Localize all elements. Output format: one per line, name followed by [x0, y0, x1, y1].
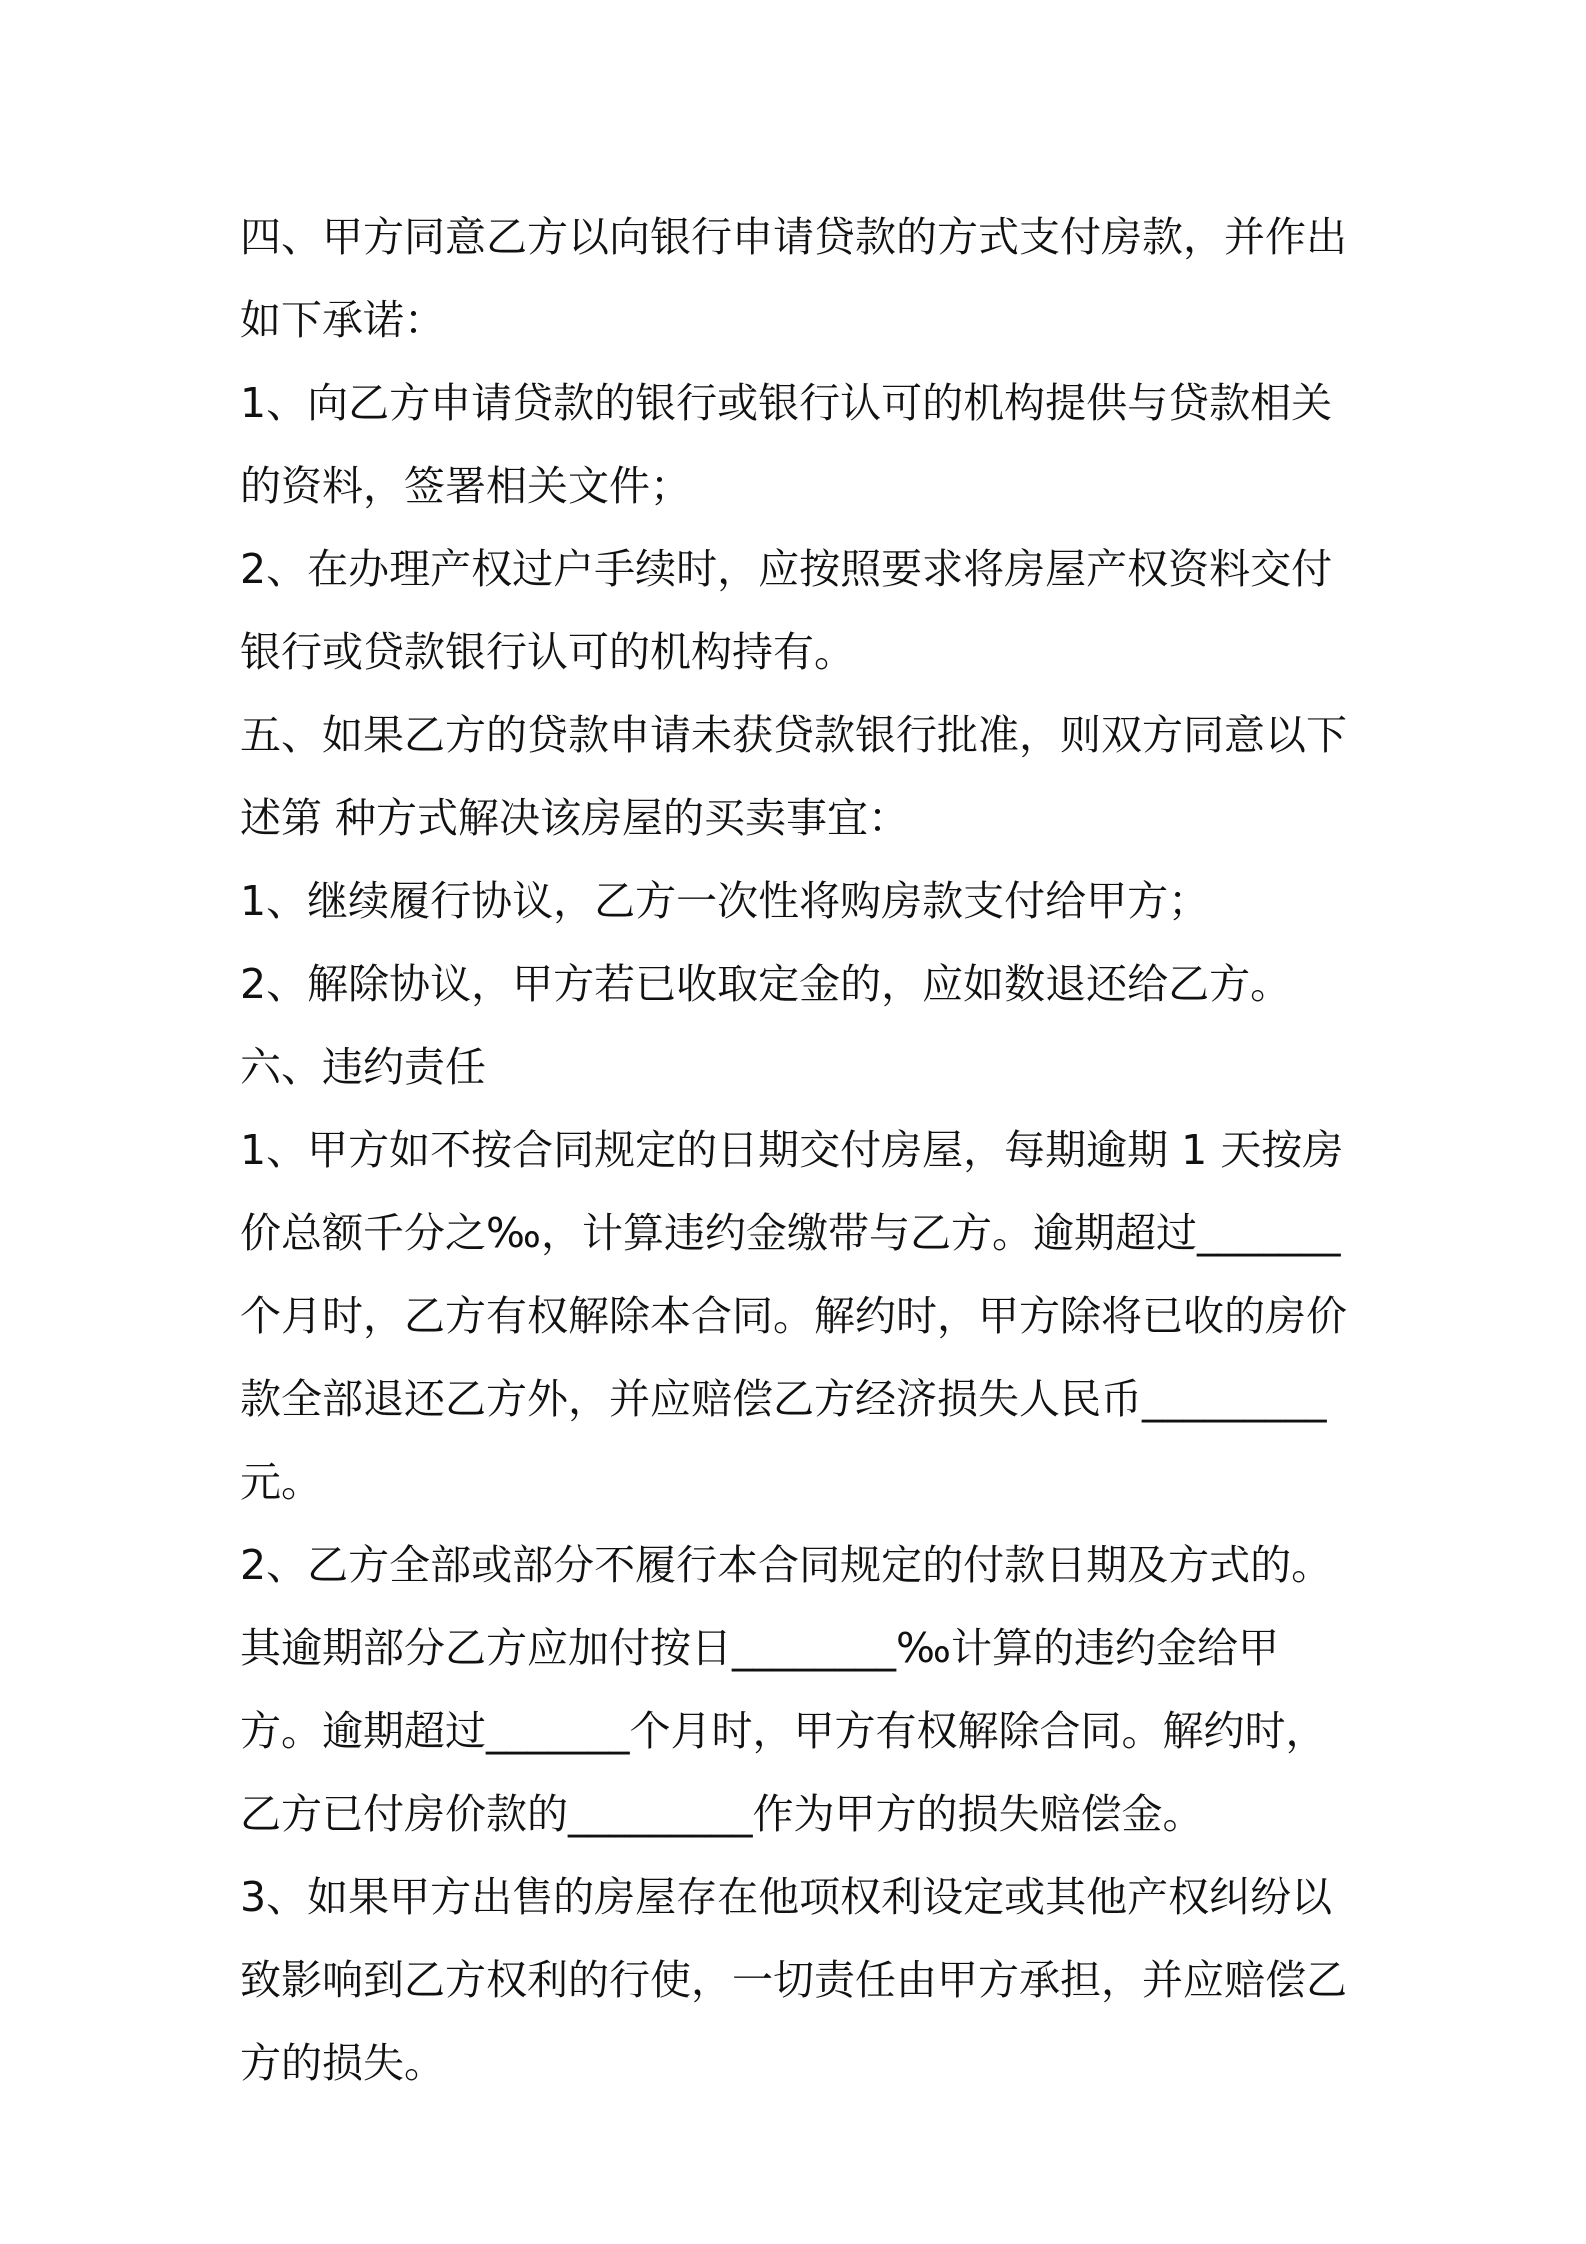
clause-4-item-2: 2、在办理产权过户手续时，应按照要求将房屋产权资料交付银行或贷款银行认可的机构持有。 [240, 545, 1333, 676]
clause-5-item-1: 1、继续履行协议，乙方一次性将购房款支付给甲方； [240, 877, 1210, 925]
clause-6-item-1: 1、甲方如不按合同规定的日期交付房屋，每期逾期 1 天按房价总额千分之‰，计算违约金缴带与乙方。逾期超过_______个月时，乙方有权解除本合同。解约时，甲方除将已收的房价款全部退还乙方外，并应赔偿乙方经济损失人民币_________元。 [240, 1126, 1347, 1506]
clause-6-item-3: 3、如果甲方出售的房屋存在他项权利设定或其他产权纠纷以致影响到乙方权利的行使，一切责任由甲方承担，并应赔偿乙方的损失。 [240, 1873, 1347, 2087]
clause-4-heading: 四、甲方同意乙方以向银行申请贷款的方式支付房款，并作出如下承诺： [240, 213, 1347, 344]
clause-6-item-2: 2、乙方全部或部分不履行本合同规定的付款日期及方式的。其逾期部分乙方应加付按日________‰计算的违约金给甲方。逾期超过_______个月时，甲方有权解除合同。解约时，乙方已付房价款的_________作为甲方的损失赔偿金。 [240, 1541, 1333, 1838]
clause-6-heading: 六、违约责任 [240, 1043, 486, 1091]
clause-4-item-1: 1、向乙方申请贷款的银行或银行认可的机构提供与贷款相关的资料，签署相关文件； [240, 379, 1333, 510]
document-body [240, 196, 1350, 2105]
clause-5-heading: 五、如果乙方的贷款申请未获贷款银行批准，则双方同意以下述第 种方式解决该房屋的买卖事宜： [240, 711, 1347, 842]
clause-5-item-2: 2、解除协议，甲方若已收取定金的，应如数退还给乙方。 [240, 960, 1292, 1008]
